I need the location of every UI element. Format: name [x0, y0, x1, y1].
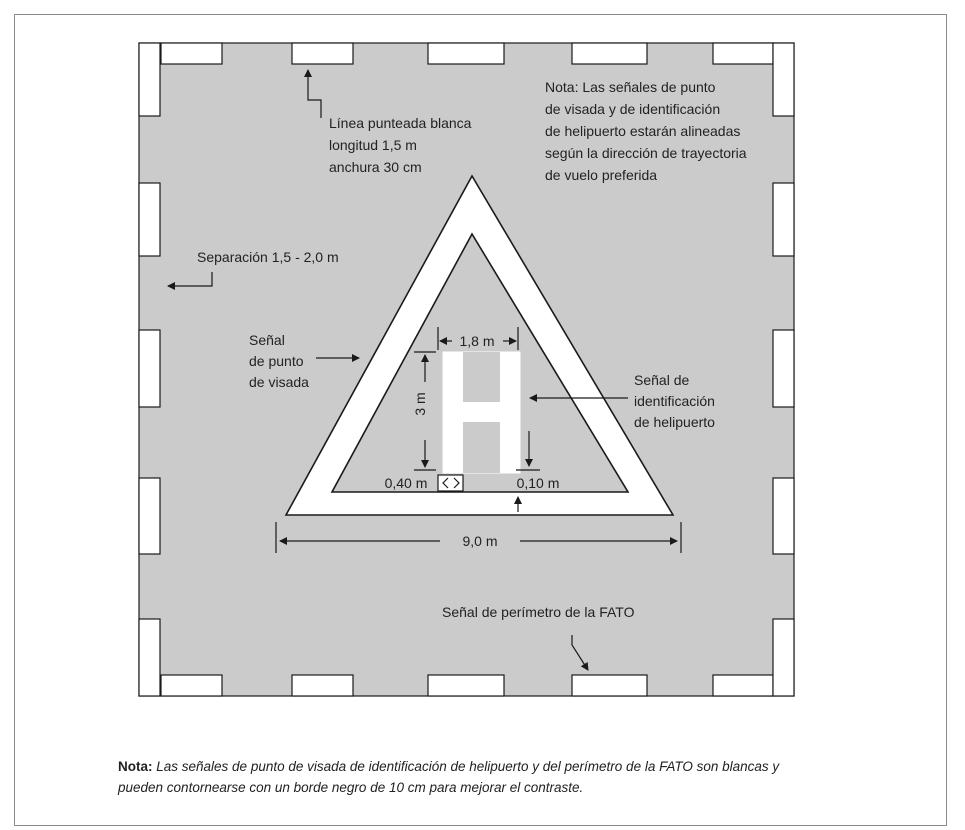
identification-label-1: Señal de — [634, 372, 690, 388]
identification-label-3: de helipuerto — [634, 414, 715, 430]
aiming-point-label-1: Señal — [249, 332, 285, 348]
helipad-h-marking — [443, 352, 520, 473]
triangle-base-label: 9,0 m — [462, 533, 498, 549]
dashed-line-label-3: anchura 30 cm — [329, 159, 422, 175]
dashed-line-label-2: longitud 1,5 m — [329, 137, 417, 153]
note-top-line-5: de vuelo preferida — [545, 167, 658, 183]
note-top-line-1: Nota: Las señales de punto — [545, 79, 716, 95]
perimeter-dash — [139, 619, 160, 696]
perimeter-dash — [773, 43, 794, 116]
perimeter-dash — [773, 478, 794, 554]
note-top-line-4: según la dirección de trayectoria — [545, 145, 747, 161]
perimeter-dash — [292, 43, 353, 64]
perimeter-dash — [572, 675, 647, 696]
perimeter-dash — [139, 330, 160, 407]
perimeter-label: Señal de perímetro de la FATO — [442, 604, 635, 620]
border-width-label: 0,10 m — [516, 475, 560, 491]
perimeter-dash — [713, 675, 773, 696]
perimeter-dash — [139, 478, 160, 554]
perimeter-dash — [292, 675, 353, 696]
perimeter-dash — [773, 330, 794, 407]
h-height-label: 3 m — [412, 392, 428, 416]
h-width-label: 1,8 m — [459, 333, 495, 349]
perimeter-dash — [428, 43, 504, 64]
stroke-width-label: 0,40 m — [384, 475, 428, 491]
perimeter-dash — [773, 619, 794, 696]
perimeter-dash — [572, 43, 647, 64]
perimeter-dash — [713, 43, 773, 64]
footnote — [118, 756, 818, 798]
perimeter-dash — [161, 675, 222, 696]
perimeter-dash — [428, 675, 504, 696]
dimension-stroke-width — [438, 475, 463, 491]
aiming-point-label-2: de punto — [249, 353, 304, 369]
note-top-line-2: de visada y de identificación — [545, 101, 721, 117]
perimeter-dash — [161, 43, 222, 64]
separation-label: Separación 1,5 - 2,0 m — [197, 249, 339, 265]
note-top-line-3: de helipuerto estarán alineadas — [545, 123, 741, 139]
dashed-line-label-1: Línea punteada blanca — [329, 115, 472, 131]
footnote-text: Las señales de punto de visada de identificación de helipuerto y del perímetro de la FATO son blancas y pueden contornearse con un borde negro de 10 cm para mejorar el contraste. — [118, 759, 780, 795]
h-right-stroke — [500, 352, 520, 473]
perimeter-dash — [139, 183, 160, 256]
h-crossbar — [463, 402, 500, 422]
perimeter-dash — [773, 183, 794, 256]
h-left-stroke — [443, 352, 463, 473]
perimeter-dash — [139, 43, 160, 116]
footnote-bold: Nota: — [118, 759, 153, 774]
aiming-point-label-3: de visada — [249, 374, 309, 390]
identification-label-2: identificación — [634, 393, 715, 409]
